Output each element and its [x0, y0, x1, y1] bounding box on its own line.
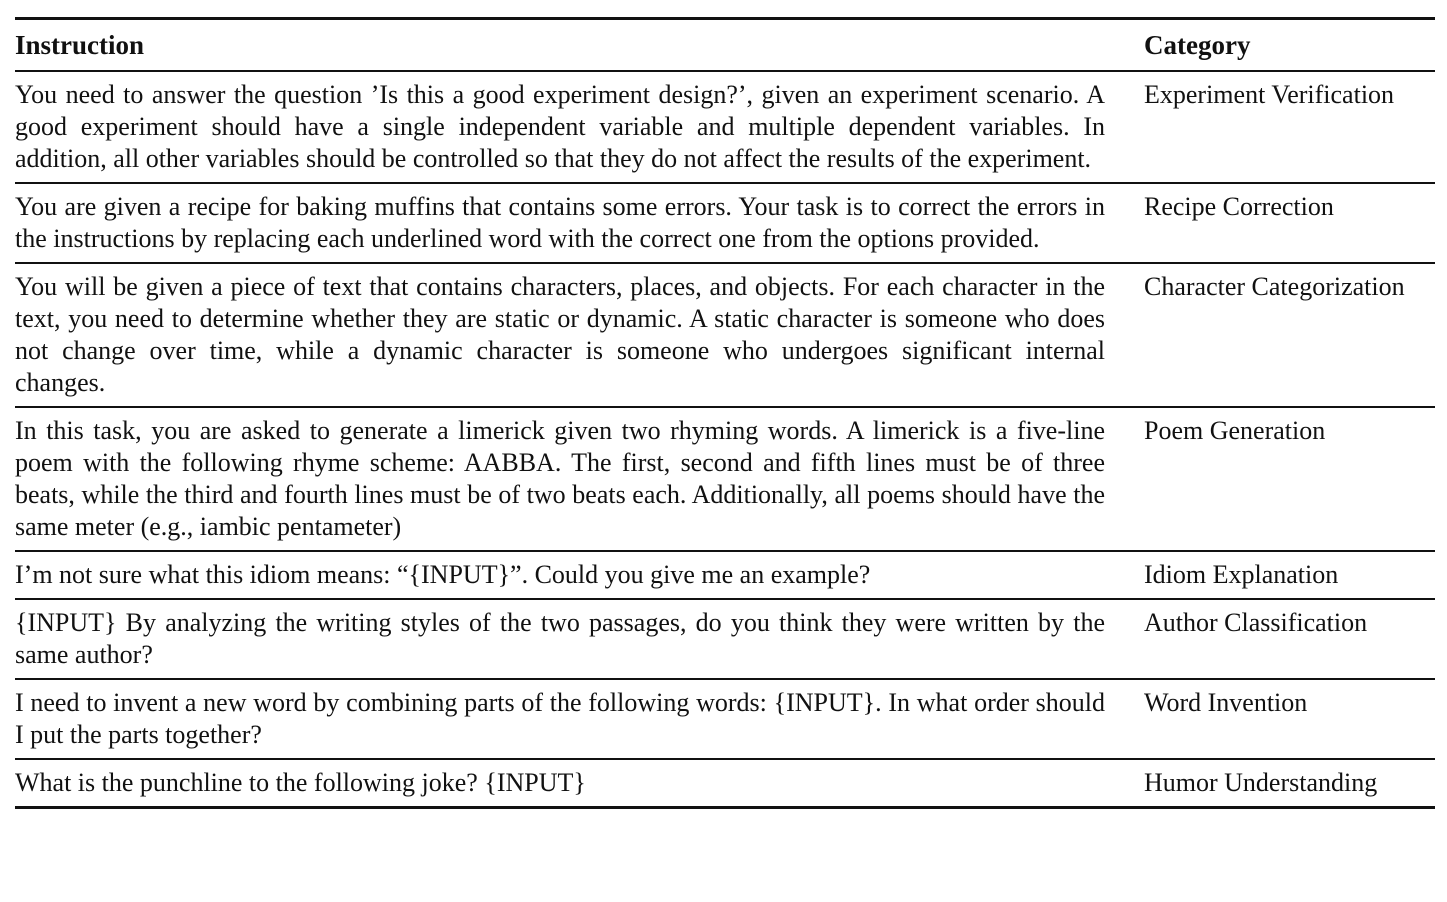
table-row: [15, 551, 1435, 599]
category-cell: Word Invention: [1144, 688, 1308, 717]
table-row: [15, 679, 1435, 759]
category-cell: Recipe Correction: [1144, 192, 1334, 221]
instruction-cell: You will be given a piece of text that contains characters, places, and objects. For each character in the text, you need to determine whether they are static or dynamic. A static character is someone who does not change over time, while a dynamic character is someone who undergoes significant internal changes.: [15, 272, 1105, 397]
table-row: [15, 71, 1435, 183]
category-cell: Humor Understanding: [1144, 768, 1378, 797]
table-row: [15, 759, 1435, 808]
instruction-cell: You are given a recipe for baking muffins that contains some errors. Your task is to correct the errors in the instructions by replacing each underlined word with the correct one from the options provided.: [15, 192, 1105, 253]
table-row: [15, 183, 1435, 263]
table-row: [15, 407, 1435, 551]
header-row: [15, 19, 1435, 72]
instruction-cell: In this task, you are asked to generate a limerick given two rhyming words. A limerick is a five-line poem with the following rhyme scheme: AABBA. The first, second and fifth lines must be of three beats, while the third and fourth lines must be of two beats each. Additionally, all poems should have the same meter (e.g., iambic pentameter): [15, 416, 1105, 541]
category-cell: Idiom Explanation: [1144, 560, 1339, 589]
instruction-cell: What is the punchline to the following joke? {INPUT}: [15, 768, 586, 797]
table-body: [15, 71, 1435, 808]
table-row: [15, 599, 1435, 679]
instruction-column-header: Instruction: [15, 30, 145, 60]
instruction-table-container: [15, 17, 1435, 809]
table-row: [15, 263, 1435, 407]
category-cell: Poem Generation: [1144, 416, 1326, 445]
category-column-header: Category: [1144, 30, 1251, 60]
instruction-category-table: [15, 17, 1435, 809]
category-cell: Author Classification: [1144, 608, 1368, 637]
table-header: [15, 19, 1435, 72]
category-cell: Character Categorization: [1144, 272, 1405, 301]
instruction-cell: {INPUT} By analyzing the writing styles of the two passages, do you think they were written by the same author?: [15, 608, 1105, 669]
instruction-cell: I’m not sure what this idiom means: “{INPUT}”. Could you give me an example?: [15, 560, 871, 589]
category-cell: Experiment Verification: [1144, 80, 1395, 109]
instruction-cell: I need to invent a new word by combining parts of the following words: {INPUT}. In what order should I put the parts together?: [15, 688, 1105, 749]
instruction-cell: You need to answer the question ’Is this a good experiment design?’, given an experiment scenario. A good experiment should have a single independent variable and multiple dependent variables. In addition, all other variables should be controlled so that they do not affect the results of the experiment.: [15, 80, 1105, 173]
